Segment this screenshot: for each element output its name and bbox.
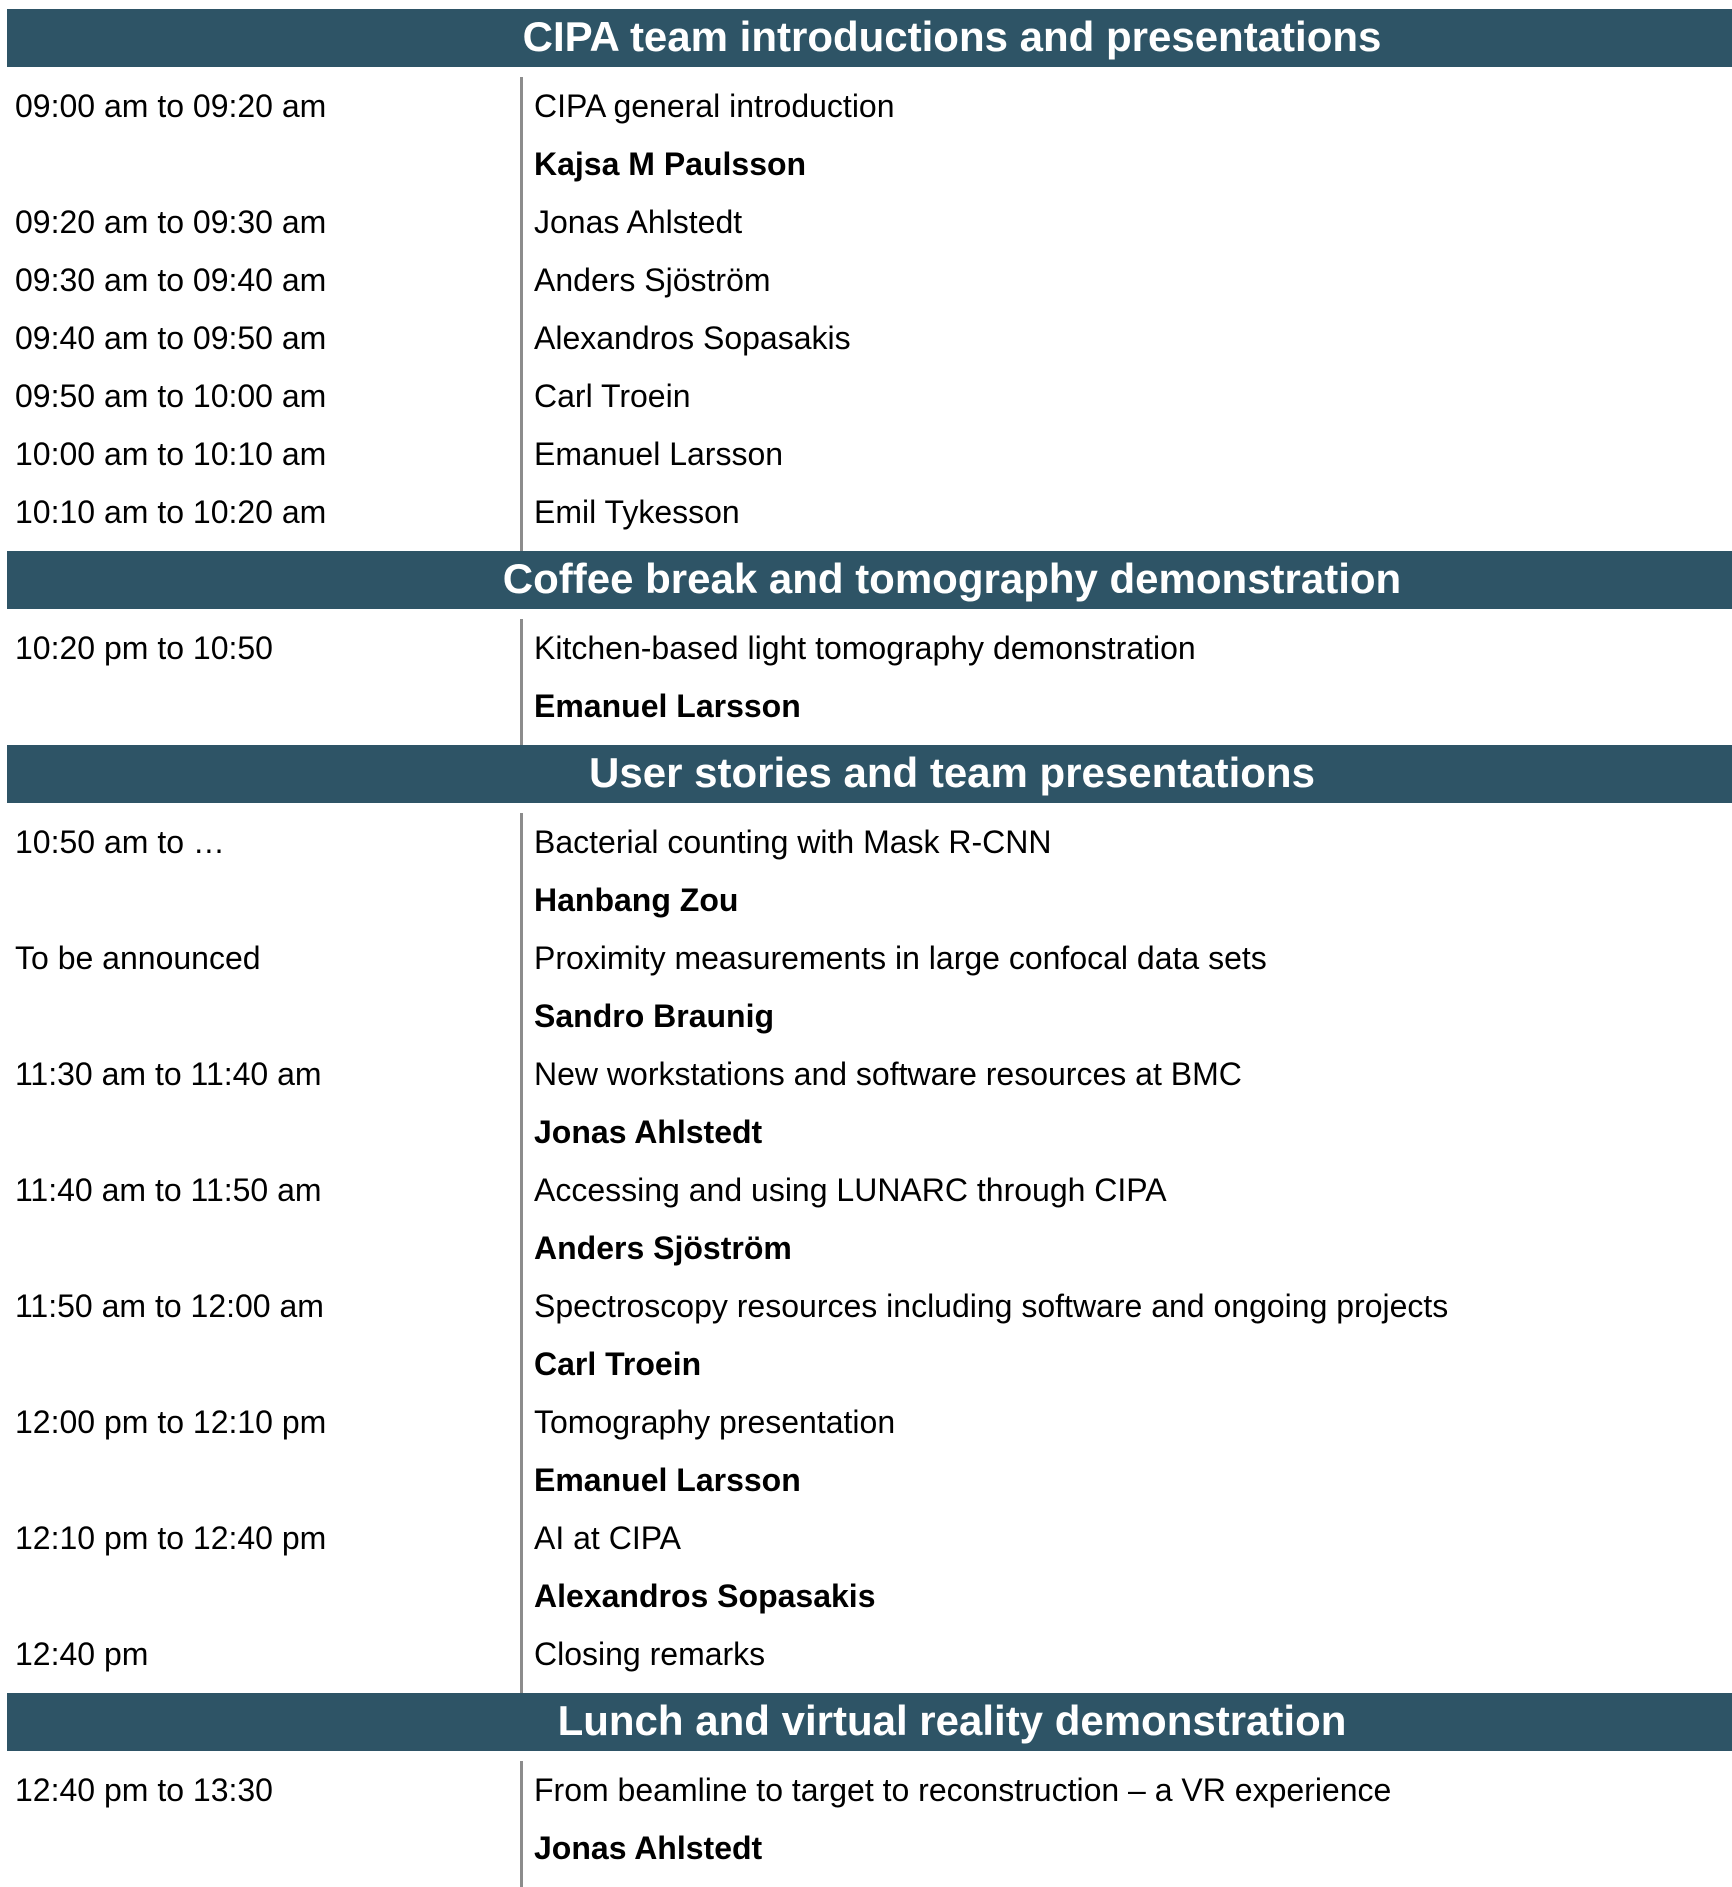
agenda-item-line (7, 987, 1732, 1045)
agenda-item (7, 1625, 1732, 1683)
session-title: From beamline to target to reconstruction – a VR experience (534, 1772, 1392, 1808)
agenda-item (7, 251, 1732, 309)
agenda-item-line (7, 367, 1732, 425)
agenda-item-line (7, 929, 1732, 987)
agenda-item-line (7, 677, 1732, 735)
time-slot: 10:50 am to … (15, 824, 225, 860)
section-header: Lunch and virtual reality demonstration (7, 1693, 1732, 1751)
agenda-item-line (7, 1045, 1732, 1103)
time-slot: 11:30 am to 11:40 am (15, 1056, 322, 1092)
agenda-item-line (7, 77, 1732, 135)
session-title: Anders Sjöström (534, 262, 771, 298)
time-slot: 12:40 pm to 13:30 (15, 1772, 273, 1808)
session-title: Bacterial counting with Mask R-CNN (534, 824, 1052, 860)
time-slot: 09:20 am to 09:30 am (15, 204, 327, 240)
session-title: Kitchen-based light tomography demonstration (534, 630, 1196, 666)
time-slot: 10:20 pm to 10:50 (15, 630, 273, 666)
agenda-item-line (7, 135, 1732, 193)
section-body (7, 609, 1732, 745)
section-body (7, 803, 1732, 1693)
session-title: Emanuel Larsson (534, 436, 784, 472)
section-lunch-and-virtual-reality-demonstration (7, 1693, 1732, 1887)
speaker-name: Jonas Ahlstedt (534, 1114, 763, 1150)
agenda-item-line (7, 483, 1732, 541)
agenda-item (7, 1393, 1732, 1509)
session-title: AI at CIPA (534, 1520, 682, 1556)
agenda-item (7, 1277, 1732, 1393)
agenda-item (7, 619, 1732, 735)
section-user-stories-and-team-presentations (7, 745, 1732, 1693)
agenda-item (7, 929, 1732, 1045)
session-title: Closing remarks (534, 1636, 766, 1672)
time-slot: 10:00 am to 10:10 am (15, 436, 327, 472)
session-title: Alexandros Sopasakis (534, 320, 851, 356)
agenda-item (7, 813, 1732, 929)
agenda-item-line (7, 1567, 1732, 1625)
speaker-name: Alexandros Sopasakis (534, 1578, 876, 1614)
agenda-table (7, 9, 1732, 1887)
agenda-item (7, 1161, 1732, 1277)
time-slot: 09:00 am to 09:20 am (15, 88, 327, 124)
section-header: User stories and team presentations (7, 745, 1732, 803)
time-slot: 11:50 am to 12:00 am (15, 1288, 324, 1324)
agenda-item (7, 425, 1732, 483)
time-slot: 12:00 pm to 12:10 pm (15, 1404, 327, 1440)
session-title: New workstations and software resources at BMC (534, 1056, 1242, 1092)
agenda-item (7, 309, 1732, 367)
speaker-name: Jonas Ahlstedt (534, 1830, 763, 1866)
agenda-item-line (7, 1761, 1732, 1819)
session-title: Carl Troein (534, 378, 691, 414)
speaker-name: Sandro Braunig (534, 998, 775, 1034)
agenda-item-line (7, 1451, 1732, 1509)
session-title: Proximity measurements in large confocal data sets (534, 940, 1267, 976)
agenda-item-line (7, 1277, 1732, 1335)
speaker-name: Carl Troein (534, 1346, 702, 1382)
agenda-item-line (7, 1819, 1732, 1877)
section-body (7, 67, 1732, 551)
session-title: Tomography presentation (534, 1404, 896, 1440)
agenda-item-line (7, 1219, 1732, 1277)
agenda-item-line (7, 193, 1732, 251)
section-header: CIPA team introductions and presentations (7, 9, 1732, 67)
agenda-item (7, 193, 1732, 251)
time-slot: 09:40 am to 09:50 am (15, 320, 327, 356)
agenda-item-line (7, 309, 1732, 367)
time-slot: To be announced (15, 940, 261, 976)
agenda-item-line (7, 251, 1732, 309)
agenda-item-line (7, 619, 1732, 677)
agenda-item (7, 483, 1732, 541)
speaker-name: Emanuel Larsson (534, 688, 801, 724)
agenda-item-line (7, 1393, 1732, 1451)
agenda-item-line (7, 871, 1732, 929)
agenda-item-line (7, 425, 1732, 483)
session-title: Jonas Ahlstedt (534, 204, 743, 240)
section-body (7, 1751, 1732, 1887)
agenda-item-line (7, 1625, 1732, 1683)
agenda-item-line (7, 813, 1732, 871)
agenda-item-line (7, 1103, 1732, 1161)
section-cipa-team-introductions-and-presentations (7, 9, 1732, 551)
time-slot: 10:10 am to 10:20 am (15, 494, 327, 530)
section-coffee-break-and-tomography-demonstration (7, 551, 1732, 745)
time-slot: 12:10 pm to 12:40 pm (15, 1520, 327, 1556)
session-title: Emil Tykesson (534, 494, 740, 530)
agenda-item (7, 77, 1732, 193)
time-slot: 11:40 am to 11:50 am (15, 1172, 322, 1208)
speaker-name: Hanbang Zou (534, 882, 739, 918)
agenda-item-line (7, 1161, 1732, 1219)
agenda-item (7, 1045, 1732, 1161)
agenda-item (7, 367, 1732, 425)
session-title: CIPA general introduction (534, 88, 895, 124)
section-header: Coffee break and tomography demonstration (7, 551, 1732, 609)
speaker-name: Anders Sjöström (534, 1230, 792, 1266)
session-title: Accessing and using LUNARC through CIPA (534, 1172, 1167, 1208)
speaker-name: Emanuel Larsson (534, 1462, 801, 1498)
session-title: Spectroscopy resources including software and ongoing projects (534, 1288, 1449, 1324)
time-slot: 09:50 am to 10:00 am (15, 378, 327, 414)
time-slot: 12:40 pm (15, 1636, 149, 1672)
agenda-item-line (7, 1335, 1732, 1393)
time-slot: 09:30 am to 09:40 am (15, 262, 327, 298)
speaker-name: Kajsa M Paulsson (534, 146, 807, 182)
agenda-item-line (7, 1509, 1732, 1567)
agenda-item (7, 1761, 1732, 1877)
agenda-item (7, 1509, 1732, 1625)
